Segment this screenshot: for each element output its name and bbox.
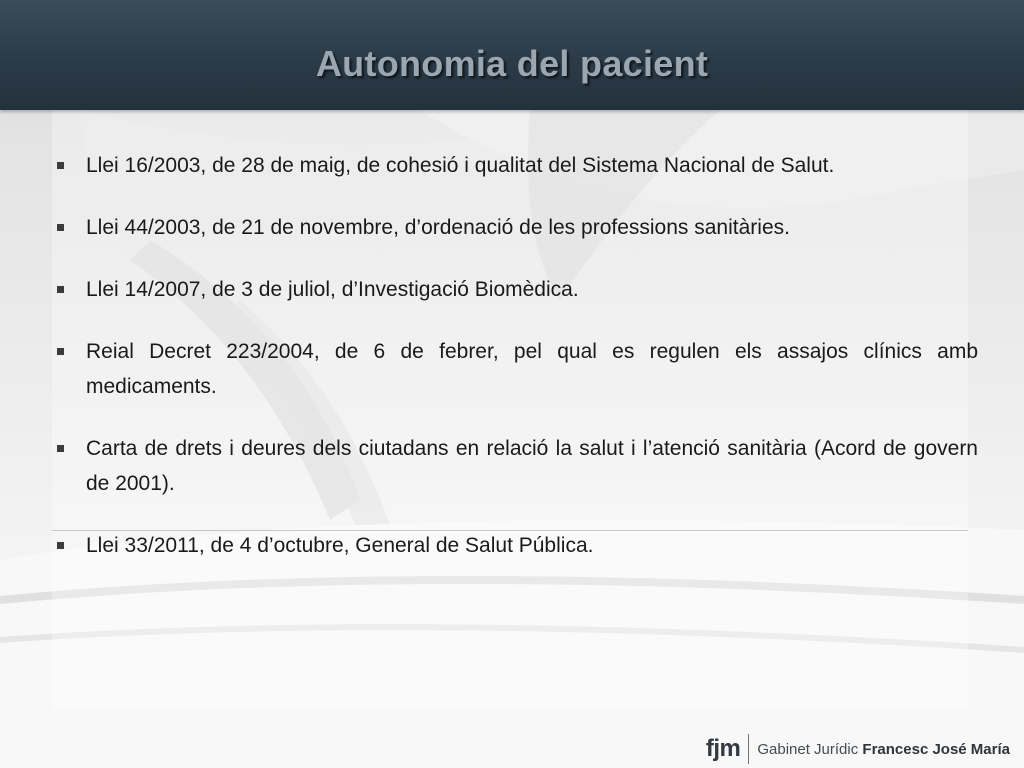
logo-separator — [748, 734, 749, 764]
square-bullet-icon — [57, 286, 64, 293]
logo-name: Francesc José María — [862, 740, 1010, 758]
list-item-text: Reial Decret 223/2004, de 6 de febrer, pel qual es regulen els assajos clínics amb medicaments. — [86, 340, 978, 398]
list-item — [56, 148, 978, 183]
square-bullet-icon — [57, 224, 64, 231]
list-item-text: Llei 33/2011, de 4 d’octubre, General de Salut Pública. — [86, 534, 594, 557]
list-item-text: Llei 16/2003, de 28 de maig, de cohesió i qualitat del Sistema Nacional de Salut. — [86, 154, 835, 177]
list-item — [56, 272, 978, 307]
square-bullet-icon — [57, 445, 64, 452]
list-item — [56, 210, 978, 245]
square-bullet-icon — [57, 348, 64, 355]
list-item-text: Llei 14/2007, de 3 de juliol, d’Investigació Biomèdica. — [86, 278, 579, 301]
logo-text — [757, 741, 1010, 758]
title-bar — [0, 0, 1024, 110]
footer — [0, 730, 1024, 768]
list-item-text: Carta de drets i deures dels ciutadans en relació la salut i l’atenció sanitària (Acord de govern de 2001). — [86, 437, 978, 495]
logo-mark: fjm — [705, 735, 741, 762]
list-item — [56, 431, 978, 501]
slide-title: Autonomia del pacient — [315, 43, 709, 84]
list-item-text: Llei 44/2003, de 21 de novembre, d’ordenació de les professions sanitàries. — [86, 216, 790, 239]
square-bullet-icon — [57, 542, 64, 549]
logo-prefix: Gabinet Jurídic — [757, 740, 859, 758]
bullet-list — [56, 148, 978, 590]
square-bullet-icon — [57, 162, 64, 169]
list-item — [56, 334, 978, 404]
list-item — [56, 528, 978, 563]
company-logo — [706, 734, 1010, 764]
